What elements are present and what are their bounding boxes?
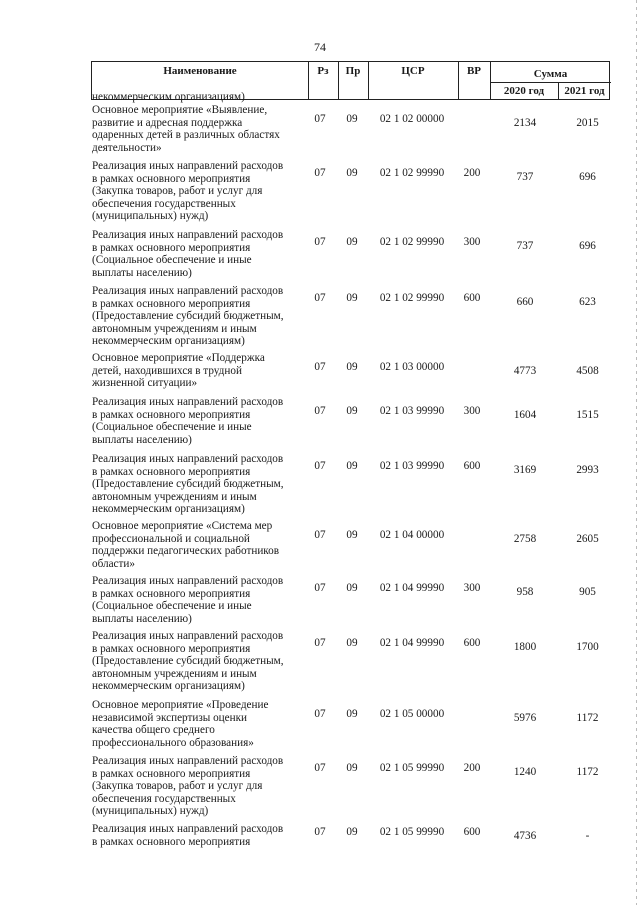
row-divider	[490, 82, 611, 83]
cell-s2021: 2993	[576, 464, 599, 476]
cell-csr: 02 1 05 00000	[379, 708, 445, 720]
cell-s2021: 1700	[576, 641, 599, 653]
cell-rz: 07	[314, 460, 326, 472]
row-name-line: автономным учреждениям и иным	[92, 490, 257, 503]
cell-s2021: 696	[579, 240, 596, 252]
cell-s2020: 2758	[513, 533, 537, 545]
cell-pr: 09	[346, 236, 358, 248]
header-name: Наименование	[163, 65, 237, 77]
row-name-line: одаренных детей в различных областях	[92, 129, 280, 141]
cell-pr: 09	[346, 167, 358, 179]
row-name-line: качества общего среднего	[92, 724, 215, 736]
cell-csr: 02 1 03 00000	[379, 361, 445, 373]
cell-csr: 02 1 04 99990	[379, 637, 445, 649]
row-name-line: автономным учреждениям и иным	[92, 667, 257, 680]
header-sum: Сумма	[533, 68, 568, 80]
cell-rz: 07	[314, 113, 326, 125]
row-name	[92, 823, 302, 848]
cell-s2020: 1604	[513, 409, 537, 421]
cell-csr: 02 1 03 99990	[379, 460, 445, 472]
cell-s2020: 958	[516, 586, 534, 598]
cell-rz: 07	[314, 167, 326, 179]
cell-s2021: 1515	[576, 409, 599, 421]
cell-pr: 09	[346, 113, 358, 125]
cell-pr: 09	[346, 361, 358, 373]
cell-csr: 02 1 02 99990	[379, 167, 445, 179]
row-name-line: в рамках основного мероприятия	[92, 408, 251, 421]
cell-csr: 02 1 04 00000	[379, 529, 445, 541]
row-name-line: в рамках основного мероприятия	[92, 297, 251, 310]
cell-vr: 300	[463, 582, 481, 594]
row-name	[92, 396, 302, 446]
cell-s2021: 623	[579, 296, 596, 308]
row-name	[92, 755, 302, 818]
cell-vr: 600	[463, 460, 481, 472]
row-name-line: профессионального образования»	[92, 736, 254, 749]
row-name	[92, 699, 302, 749]
cell-rz: 07	[314, 361, 326, 373]
cell-rz: 07	[314, 405, 326, 417]
header-rz: Рз	[317, 65, 329, 77]
row-name-line: (Закупка товаров, работ и услуг для	[92, 185, 263, 197]
row-name-line: в рамках основного мероприятия	[92, 767, 251, 780]
row-name	[92, 104, 302, 154]
cell-rz: 07	[314, 708, 326, 720]
row-name	[92, 91, 302, 104]
cell-csr: 02 1 05 99990	[379, 762, 445, 774]
row-name-line: Основное мероприятие «Система мер	[92, 520, 273, 532]
row-name-line: Реализация иных направлений расходов	[92, 453, 284, 465]
cell-s2020: 2134	[513, 117, 537, 129]
cell-rz: 07	[314, 582, 326, 594]
row-name-line: (Социальное обеспечение и иные	[92, 254, 252, 266]
cell-s2021: -	[585, 830, 590, 842]
cell-pr: 09	[346, 762, 358, 774]
row-name-line: развитие и адресная поддержка	[92, 116, 243, 129]
row-name-line: в рамках основного мероприятия	[92, 241, 251, 254]
cell-vr: 200	[463, 167, 481, 179]
row-name-line: Основное мероприятие «Проведение	[92, 699, 269, 711]
cell-rz: 07	[314, 529, 326, 541]
row-name	[92, 229, 302, 279]
row-name	[92, 630, 302, 693]
row-name-line: некоммерческим организациям)	[92, 335, 245, 347]
cell-s2020: 4736	[513, 830, 537, 842]
cell-s2021: 696	[579, 171, 596, 183]
cell-pr: 09	[346, 637, 358, 649]
row-name-line: области»	[92, 557, 135, 570]
row-name-line: Реализация иных направлений расходов	[92, 823, 284, 835]
row-name-line: независимой экспертизы оценки	[92, 711, 248, 724]
row-name-line: Реализация иных направлений расходов	[92, 575, 284, 587]
row-name	[92, 160, 302, 223]
cell-pr: 09	[346, 529, 358, 541]
scan-edge	[636, 0, 637, 905]
row-name-line: в рамках основного мероприятия	[92, 642, 251, 655]
cell-rz: 07	[314, 762, 326, 774]
cell-s2020: 737	[516, 171, 534, 183]
cell-vr: 600	[463, 637, 481, 649]
row-name-line: (Предоставление субсидий бюджетным,	[92, 478, 284, 490]
row-name	[92, 520, 302, 570]
cell-vr: 600	[463, 292, 481, 304]
row-name-line: жизненной ситуации»	[92, 377, 198, 389]
row-name-line: в рамках основного мероприятия	[92, 465, 251, 478]
cell-csr: 02 1 05 99990	[379, 826, 445, 838]
row-name-line: Реализация иных направлений расходов	[92, 755, 284, 767]
row-name-line: (Социальное обеспечение и иные	[92, 600, 252, 612]
row-name-line: Реализация иных направлений расходов	[92, 396, 284, 408]
header-2021: 2021 год	[564, 85, 605, 97]
cell-s2020: 5976	[513, 712, 537, 724]
row-name-line: обеспечения государственных	[92, 197, 236, 210]
row-name-line: (муниципальных) нужд)	[92, 210, 209, 222]
cell-csr: 02 1 03 99990	[379, 405, 445, 417]
row-name-line: детей, находившихся в трудной	[92, 364, 242, 377]
cell-vr: 600	[463, 826, 481, 838]
cell-csr: 02 1 04 99990	[379, 582, 445, 594]
row-name-line: Реализация иных направлений расходов	[92, 160, 284, 172]
cell-s2020: 1800	[513, 641, 537, 653]
row-name-line: обеспечения государственных	[92, 792, 236, 805]
cell-s2021: 1172	[576, 766, 599, 778]
cell-pr: 09	[346, 708, 358, 720]
row-name-line: автономным учреждениям и иным	[92, 322, 257, 335]
row-name-line: (Социальное обеспечение и иные	[92, 421, 252, 433]
cell-s2020: 660	[516, 296, 534, 308]
row-name	[92, 453, 302, 516]
row-name	[92, 352, 302, 390]
row-name-line: профессиональной и социальной	[92, 532, 250, 545]
cell-pr: 09	[346, 405, 358, 417]
cell-vr: 300	[463, 405, 481, 417]
row-name-line: выплаты населению)	[92, 266, 192, 279]
cell-s2021: 905	[579, 586, 596, 598]
row-name-line: (Предоставление субсидий бюджетным,	[92, 655, 284, 667]
cell-pr: 09	[346, 292, 358, 304]
row-name-line: поддержки педагогических работников	[92, 545, 280, 557]
row-name-line: Реализация иных направлений расходов	[92, 229, 284, 241]
cell-vr: 200	[463, 762, 481, 774]
cell-s2021: 2015	[576, 117, 599, 129]
cell-rz: 07	[314, 236, 326, 248]
row-name-line: Реализация иных направлений расходов	[92, 630, 284, 642]
cell-rz: 07	[314, 826, 326, 838]
cell-s2021: 4508	[576, 365, 599, 377]
row-name-line: (Закупка товаров, работ и услуг для	[92, 780, 263, 792]
cell-pr: 09	[346, 826, 358, 838]
cell-rz: 07	[314, 637, 326, 649]
row-name-line: выплаты населению)	[92, 612, 192, 625]
row-name-line: некоммерческим организациям)	[92, 91, 245, 103]
header-vr: ВР	[466, 65, 482, 77]
row-name-line: некоммерческим организациям)	[92, 503, 245, 515]
cell-s2020: 3169	[513, 464, 537, 476]
row-name-line: Реализация иных направлений расходов	[92, 285, 284, 297]
cell-s2021: 1172	[576, 712, 599, 724]
cell-pr: 09	[346, 582, 358, 594]
header-csr: ЦСР	[401, 65, 425, 77]
row-name-line: в рамках основного мероприятия	[92, 835, 251, 848]
row-name-line: Основное мероприятие «Поддержка	[92, 352, 265, 364]
row-name-line: Основное мероприятие «Выявление,	[92, 104, 268, 116]
cell-s2020: 1240	[513, 766, 537, 778]
row-name-line: в рамках основного мероприятия	[92, 172, 251, 185]
header-pr: Пр	[345, 65, 361, 77]
cell-s2021: 2605	[576, 533, 599, 545]
row-name-line: некоммерческим организациям)	[92, 680, 245, 692]
row-name-line: в рамках основного мероприятия	[92, 587, 251, 600]
cell-s2020: 4773	[513, 365, 537, 377]
header-2020: 2020 год	[503, 85, 545, 97]
row-name-line: (Предоставление субсидий бюджетным,	[92, 310, 284, 322]
row-name	[92, 575, 302, 625]
cell-s2020: 737	[516, 240, 534, 252]
row-name-line: деятельности»	[92, 141, 162, 154]
page-number: 74	[314, 40, 326, 54]
cell-vr: 300	[463, 236, 481, 248]
cell-csr: 02 1 02 00000	[379, 113, 445, 125]
cell-csr: 02 1 02 99990	[379, 292, 445, 304]
cell-csr: 02 1 02 99990	[379, 236, 445, 248]
row-name-line: (муниципальных) нужд)	[92, 805, 209, 817]
cell-rz: 07	[314, 292, 326, 304]
row-name	[92, 285, 302, 348]
cell-pr: 09	[346, 460, 358, 472]
row-name-line: выплаты населению)	[92, 433, 192, 446]
